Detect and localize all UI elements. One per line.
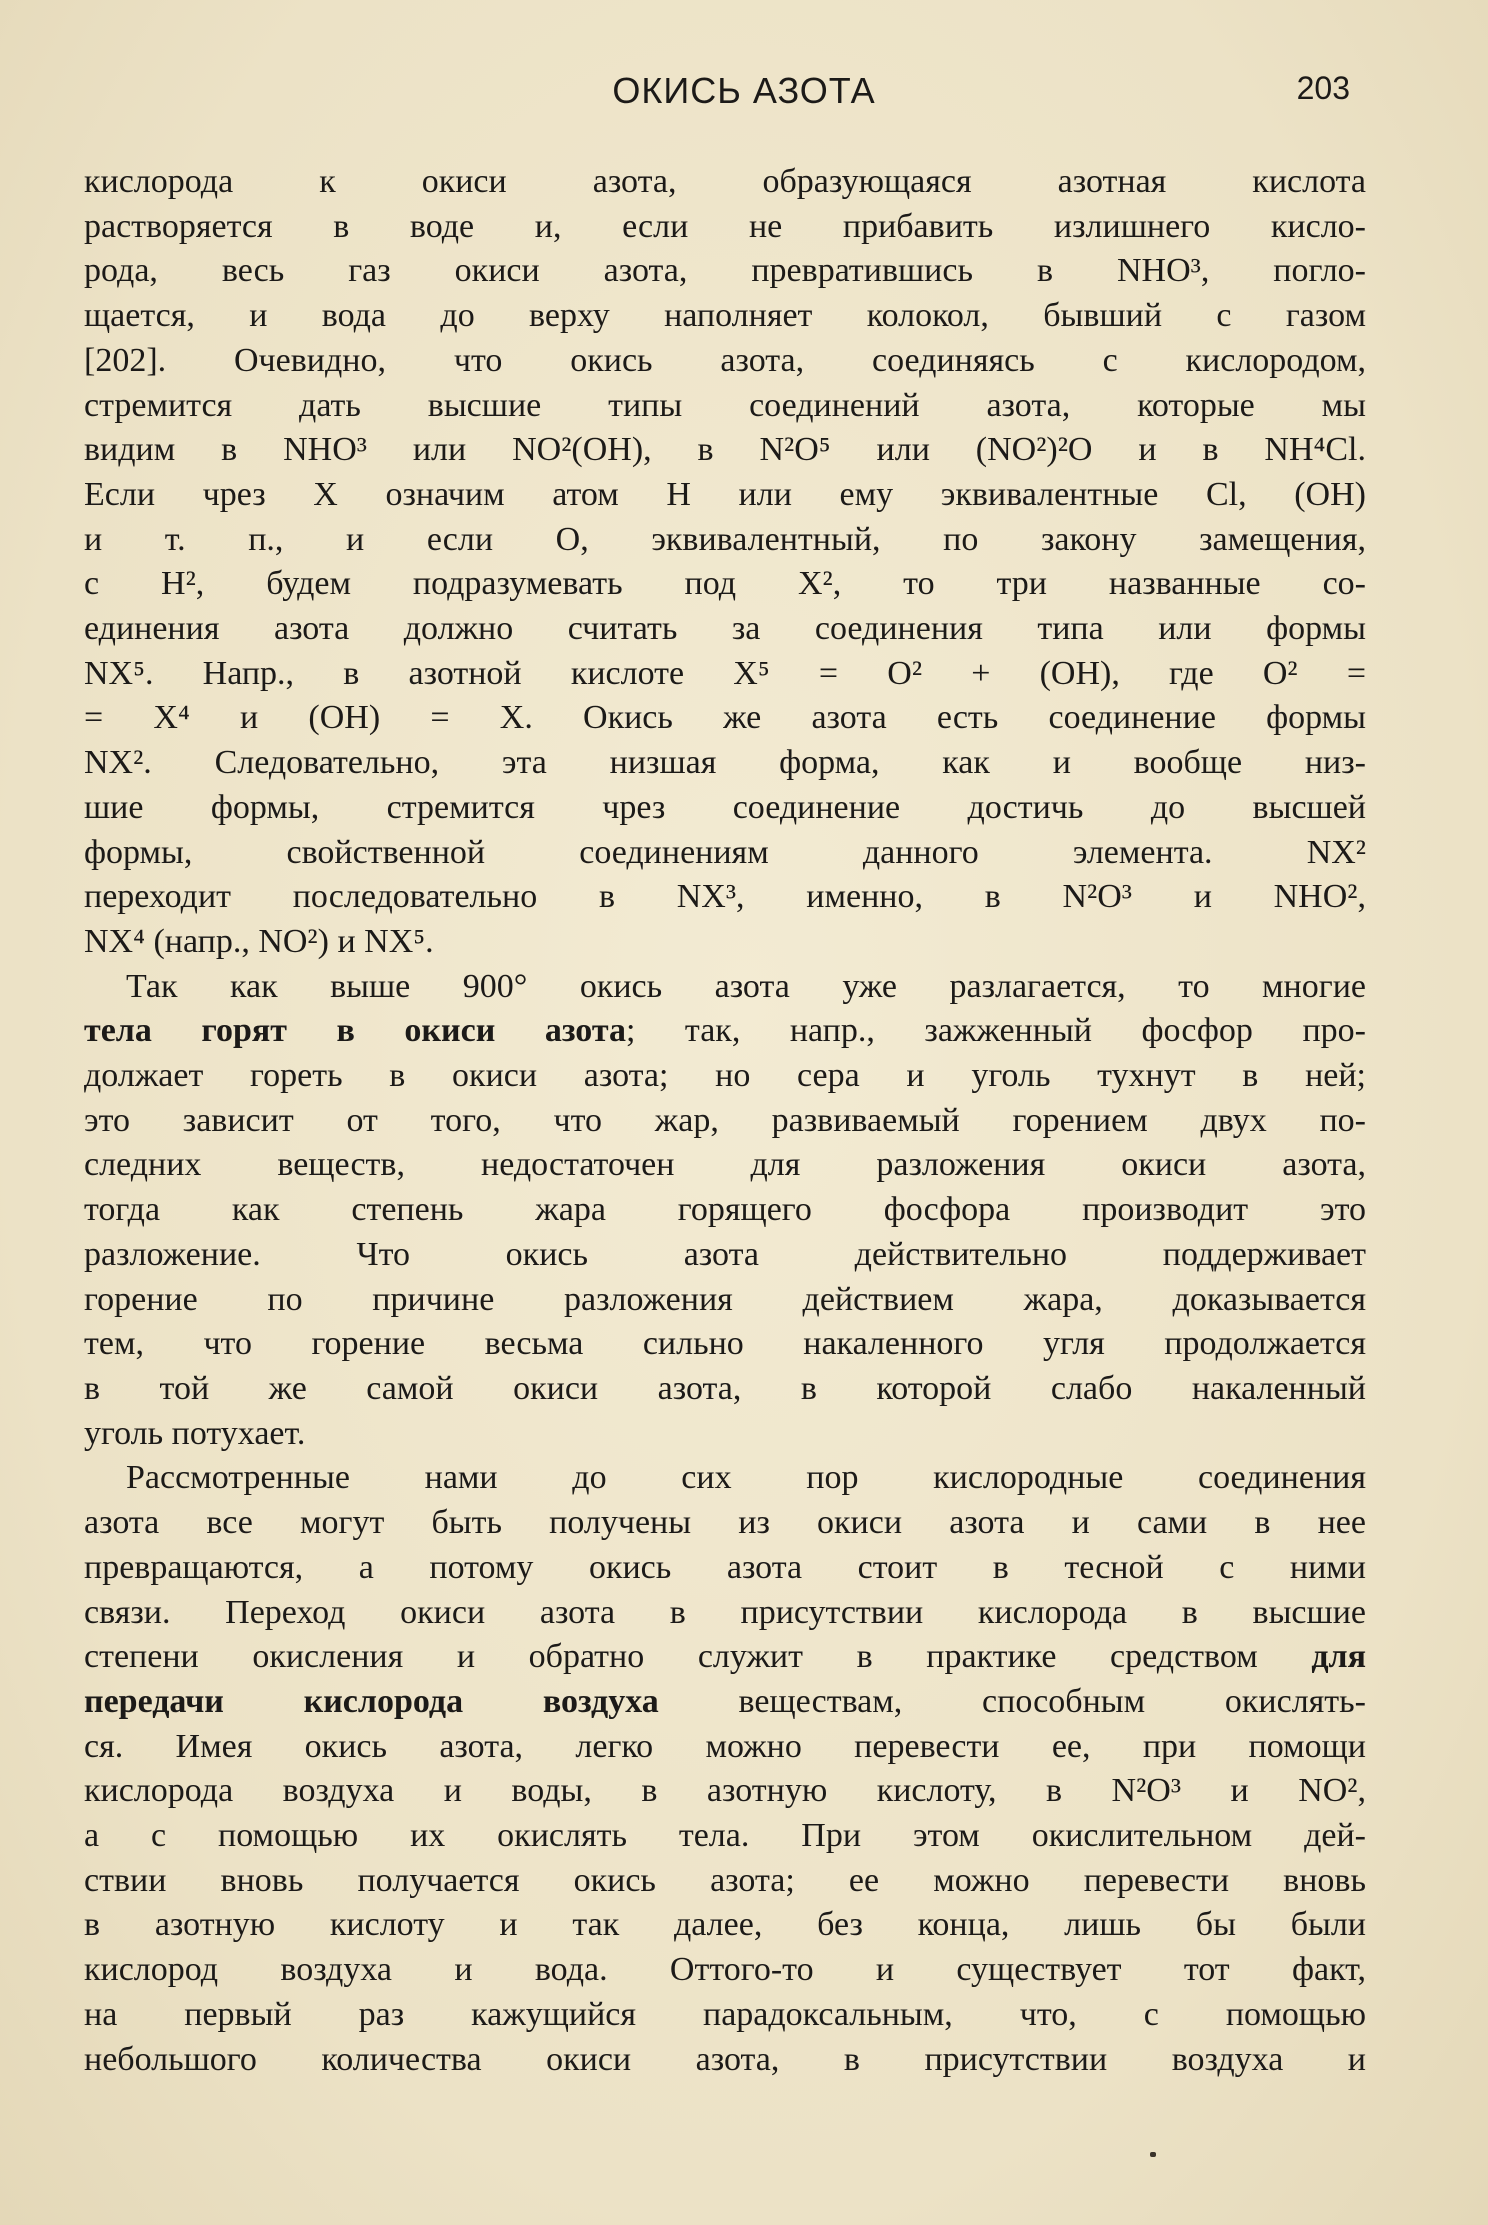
text-line: в той же самой окиси азота, в которой слабо накаленный bbox=[84, 1369, 1366, 1407]
text-line: шие формы, стремится чрез соединение достичь до высшей bbox=[84, 788, 1366, 826]
text-line: следних веществ, недостаточен для разложения окиси азота, bbox=[84, 1146, 1366, 1184]
text-line: а с помощью их окислять тела. При этом окислительном дей- bbox=[84, 1817, 1366, 1855]
bold-phrase: передачи кислорода воздуха bbox=[84, 1682, 659, 1720]
text-line: [202]. Очевидно, что окись азота, соединяясь с кислородом, bbox=[84, 341, 1366, 379]
text-line: NX⁴ (напр., NO²) и NX⁵. bbox=[84, 922, 434, 960]
text-line: видим в NHO³ или NO²(OH), в N²O⁵ или (NO²)²O и в NH⁴Cl. bbox=[84, 431, 1366, 469]
text-line: горение по причине разложения действием жара, доказывается bbox=[84, 1280, 1366, 1318]
text-line: Рассмотренные нами до сих пор кислородные соединения bbox=[126, 1459, 1366, 1497]
text-line: рода, весь газ окиси азота, превратившись в NHO³, погло- bbox=[84, 252, 1366, 290]
text-line: разложение. Что окись азота действительно поддерживает bbox=[84, 1235, 1366, 1273]
text-line: кислорода воздуха и воды, в азотную кислоту, в N²O³ и NO², bbox=[84, 1772, 1366, 1810]
text-line: формы, свойственной соединениям данного элемента. NX² bbox=[84, 833, 1366, 871]
text-line: щается, и вода до верху наполняет колокол, бывший с газом bbox=[84, 297, 1366, 335]
text-line-with-bold: степени окисления и обратно служит в практике средством для bbox=[84, 1638, 1366, 1676]
text-line: стремится дать высшие типы соединений азота, которые мы bbox=[84, 386, 1366, 424]
text-line: на первый раз кажущийся парадоксальным, что, с помощью bbox=[84, 1995, 1366, 2033]
text-line: NX⁵. Напр., в азотной кислоте X⁵ = O² + (OH), где O² = bbox=[84, 654, 1366, 692]
text-line-with-bold: передачи кислорода воздуха веществам, способным окислять- bbox=[84, 1682, 1366, 1720]
text-line-with-bold: тела горят в окиси азота; так, напр., зажженный фосфор про- bbox=[84, 1012, 1366, 1050]
text-line: тогда как степень жара горящего фосфора производит это bbox=[84, 1191, 1366, 1229]
text-line: ся. Имея окись азота, легко можно перевести ее, при помощи bbox=[84, 1727, 1366, 1765]
bold-phrase: для bbox=[1311, 1638, 1366, 1676]
text-line: азота все могут быть получены из окиси азота и сами в нее bbox=[84, 1504, 1366, 1542]
text-line: должает гореть в окиси азота; но сера и уголь тухнут в ней; bbox=[84, 1057, 1366, 1095]
text-line: и т. п., и если O, эквивалентный, по закону замещения, bbox=[84, 520, 1366, 558]
bold-phrase: тела горят в окиси азота bbox=[84, 1012, 626, 1050]
text-line: небольшого количества окиси азота, в присутствии воздуха и bbox=[84, 2040, 1366, 2078]
running-head: ОКИСЬ АЗОТА bbox=[612, 70, 876, 111]
text-line: растворяется в воде и, если не прибавить излишнего кисло- bbox=[84, 207, 1366, 245]
text-line: ствии вновь получается окись азота; ее можно перевести вновь bbox=[84, 1861, 1366, 1899]
text-line: кислорода к окиси азота, образующаяся азотная кислота bbox=[84, 163, 1366, 200]
text-line: с H², будем подразумевать под X², то три названные со- bbox=[84, 565, 1366, 603]
text-line: превращаются, а потому окись азота стоит в тесной с ними bbox=[84, 1548, 1366, 1586]
text-line: переходит последовательно в NX³, именно, в N²O³ и NHO², bbox=[84, 878, 1366, 916]
text-line: Если чрез X означим атом H или ему эквивалентные Cl, (OH) bbox=[84, 475, 1366, 513]
text-line: в азотную кислоту и так далее, без конца, лишь бы были bbox=[84, 1906, 1366, 1944]
body-text bbox=[84, 160, 1366, 2082]
text-line: единения азота должно считать за соединения типа или формы bbox=[84, 610, 1366, 648]
page-number: 203 bbox=[1296, 70, 1350, 106]
text-line: NX². Следовательно, эта низшая форма, как и вообще низ- bbox=[84, 744, 1366, 782]
text-line: Так как выше 900° окись азота уже разлагается, то многие bbox=[126, 967, 1366, 1005]
text-line: уголь потухает. bbox=[84, 1414, 306, 1452]
text-line: тем, что горение весьма сильно накаленного угля продолжается bbox=[84, 1325, 1366, 1363]
text-line: кислород воздуха и вода. Оттого-то и существует тот факт, bbox=[84, 1951, 1366, 1989]
print-speck bbox=[1150, 2152, 1156, 2157]
text-line: связи. Переход окиси азота в присутствии кислорода в высшие bbox=[84, 1593, 1366, 1631]
text-line: = X⁴ и (OH) = X. Окись же азота есть соединение формы bbox=[84, 699, 1366, 737]
text-line: это зависит от того, что жар, развиваемый горением двух по- bbox=[84, 1101, 1366, 1139]
